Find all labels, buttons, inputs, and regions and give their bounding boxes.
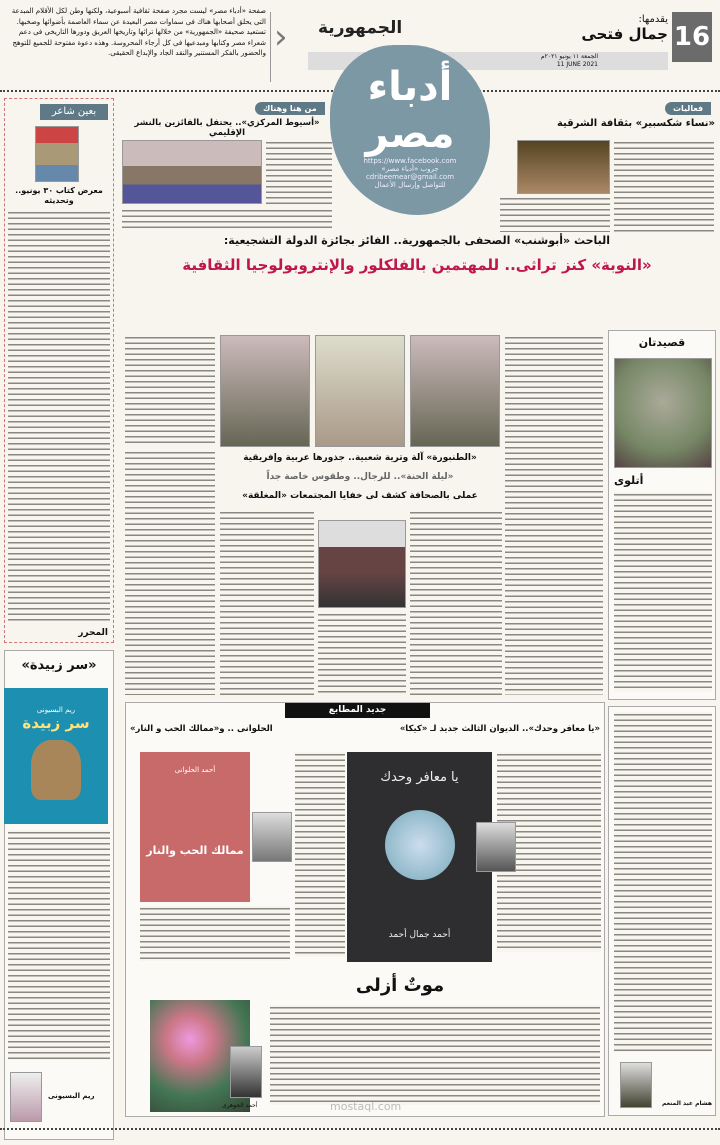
editor-signature: المحرر: [78, 628, 108, 638]
main-kicker: الباحث «أبوشنب» الصحفى بالجمهورية.. الفائز بجائزة الدولة التشجيعية:: [223, 234, 611, 247]
poems-title: قصيدتان: [638, 336, 686, 349]
subhead-journalism: عملى بالصحافة كشف لى خفايا المجتمعات «المغلقة»: [242, 491, 478, 501]
watermark: mostaql.com: [330, 1100, 402, 1113]
assiut-photo: [122, 140, 262, 204]
sharqia-photo: [517, 140, 610, 194]
poem-title: أتلوى: [614, 474, 644, 487]
poet-photo: [35, 126, 79, 182]
main-headline: «النوبة» كنز تراثى.. للمهتمين بالفلكلور والإنتروبولوجيا الثقافية: [182, 256, 652, 274]
presenter-label: يقدمها:: [638, 14, 668, 25]
column-label: بعين شاعر: [40, 104, 108, 120]
poems-author: هشام عبد المنعم: [662, 1100, 712, 1107]
new-prints-label: جديد المطابع: [285, 703, 430, 718]
poem-mawt-azali-title: موتٌ أزلى: [355, 975, 445, 996]
subhead-tanboura: «الطنبورة» آلة وترية شعبية.. جذورها عربية وإفريقية: [243, 453, 477, 463]
zubaida-author: ريم البسيونى: [48, 1092, 95, 1100]
subhead-henna: «ليلة الحنة».. للرجال.. وطقوس خاصة جداً: [266, 472, 454, 482]
tanboura-photo-3: [410, 335, 500, 447]
reem-photo: [10, 1072, 42, 1122]
page-number: 16: [672, 12, 712, 62]
logo-email[interactable]: cdribeemear@gmail.com: [365, 173, 455, 181]
tanboura-photo-1: [220, 335, 310, 447]
date-en: 11 JUNE 2021: [556, 61, 598, 68]
tanboura-photo-2: [315, 335, 405, 447]
hisham-photo: [620, 1062, 652, 1108]
chevron-left-icon: ‹: [274, 17, 288, 57]
intro-text: صفحة «أدباء مصر» ليست مجرد صفحة ثقافية أسبوعية، ولكنها وطن لكل الأقلام المبدعة التى يحلق أصحابها هناك فى سماوات مصر البعيدة عن سماء العاصمة بأضوائها وصخبها. تستعيد صحيفة «الجمهورية» من خلالها تراثها وتاريخها العريق ودورها التاريخى فى دعم شعراء مصر وكتابها ومبدعيها فى كل أرجاء المحروسة. وهذه دعوة مفتوحة للجميع للتوهج والحضور بالفكر المستنير والنقد الجاد والإبداع الحقيقى.: [11, 7, 266, 57]
book2-title: الحلوانى .. و«ممالك الحب و النار»: [130, 724, 273, 734]
date-ar: الجمعة ١١ يونيو ٢٠٢١م: [540, 53, 598, 60]
author-photo: [318, 520, 406, 608]
presenter: [548, 14, 668, 43]
helwany-photo: [252, 812, 292, 862]
presenter-name: جمال فتحى: [581, 25, 668, 43]
sharqia-title: «نساء شكسبير» بثقافة الشرقية: [556, 118, 715, 129]
adabaa-masr-logo: أدباء مصر https://www.facebook.com جروب «أدباء مصر» cdribeemear@gmail.com للتواصل وإرسال الأعمال: [330, 45, 490, 215]
assiut-title: «أسيوط المركزي».. يحتفل بالفائزين بالنشر الإقليمي: [134, 118, 320, 139]
book1-title: «يا معافر وحدك».. الديوان الثالث جديد لـ «كيكا»: [399, 724, 600, 734]
poet-column-title: معرض كتاب ٣٠ يونيو.. وتحديثه: [15, 186, 103, 205]
logo-url[interactable]: https://www.facebook.com: [363, 157, 457, 165]
gohary-photo: [230, 1046, 262, 1098]
book1-cover: يا معافر وحدك أحمد جمال أحمد: [347, 752, 492, 962]
poet-kika-photo: [476, 822, 516, 872]
zubaida-title: «سر زبيدة»: [21, 658, 97, 673]
newspaper-logo: الجمهورية: [318, 18, 403, 38]
zubaida-cover: ريم البسيونى سر زبيدة: [4, 688, 108, 824]
section-tag: من هنا وهناك: [255, 102, 325, 115]
poet-name: أحمد الجوهرى: [222, 1102, 258, 1109]
tree-image: [614, 358, 712, 468]
book2-cover: أحمد الحلوانى ممالك الحب والنار: [140, 752, 250, 902]
section-tag: فعاليات: [665, 102, 711, 115]
